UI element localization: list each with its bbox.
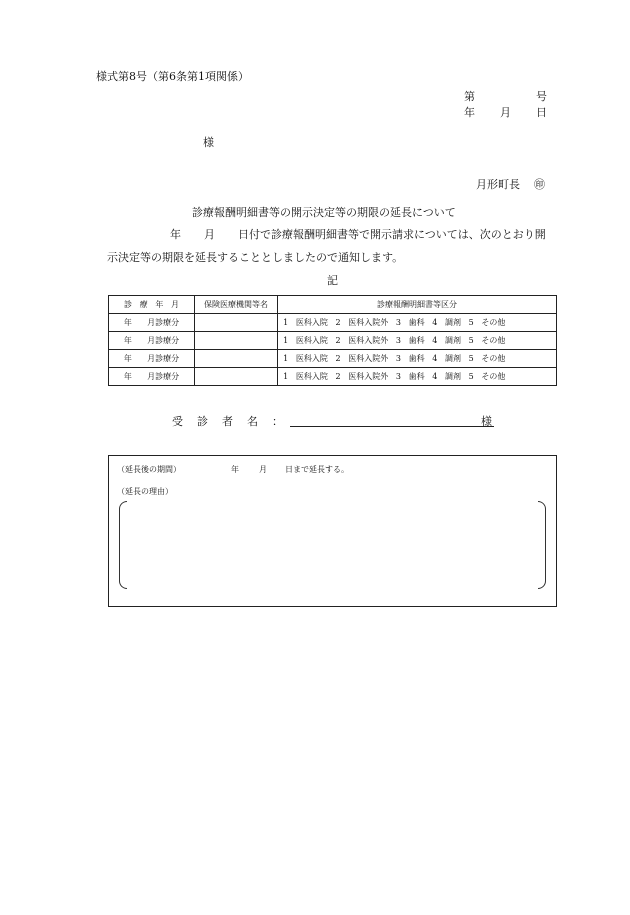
extension-box	[108, 455, 557, 607]
form-number: 様式第8号（第6条第1項関係）	[96, 70, 249, 83]
date-day: 日	[536, 106, 547, 119]
category-cell: 1 医科入院 2 医科入院外 3 歯科 4 調剤 5 その他	[278, 368, 557, 386]
table-header-row	[109, 296, 557, 314]
issuer-seal: ㊞	[534, 178, 545, 191]
document-title: 診療報酬明細書等の開示決定等の期限の延長について	[192, 206, 456, 219]
shinryo-nengetsu-cell: 年 月診療分	[109, 350, 195, 368]
header-category: 診療報酬明細書等区分	[278, 296, 557, 314]
institution-cell[interactable]	[195, 332, 278, 350]
patient-suffix: 様	[481, 415, 492, 428]
institution-cell[interactable]	[195, 368, 278, 386]
extension-year: 年	[231, 465, 239, 474]
body-line-2: 示決定等の期限を延長することとしましたので通知します。	[107, 251, 404, 264]
doc-no-dai: 第	[464, 90, 475, 103]
body-year: 年	[170, 228, 181, 241]
category-cell: 1 医科入院 2 医科入院外 3 歯科 4 調剤 5 その他	[278, 314, 557, 332]
table-row	[109, 368, 557, 386]
extension-reason-label: （延長の理由）	[117, 487, 173, 496]
date-month: 月	[500, 106, 511, 119]
table-row	[109, 350, 557, 368]
bracket-left	[119, 501, 127, 589]
extension-period-label: （延長後の期間）	[117, 465, 181, 474]
extension-tail: 日まで延長する。	[285, 465, 349, 474]
body-month: 月	[204, 228, 215, 241]
patient-name-field[interactable]	[290, 426, 494, 427]
patient-name-label: 受 診 者 名 ：	[172, 415, 283, 428]
bracket-right	[538, 501, 546, 589]
institution-cell[interactable]	[195, 314, 278, 332]
ki-heading: 記	[327, 274, 338, 287]
shinryo-nengetsu-cell: 年 月診療分	[109, 314, 195, 332]
addressee-suffix: 様	[203, 136, 214, 149]
table-row	[109, 332, 557, 350]
extension-reason-field[interactable]	[129, 502, 536, 586]
extension-month: 月	[259, 465, 267, 474]
institution-cell[interactable]	[195, 350, 278, 368]
table-row	[109, 314, 557, 332]
category-cell: 1 医科入院 2 医科入院外 3 歯科 4 調剤 5 その他	[278, 350, 557, 368]
shinryo-nengetsu-cell: 年 月診療分	[109, 332, 195, 350]
date-year: 年	[464, 106, 475, 119]
body-line-1: 日付で診療報酬明細書等で開示請求については、次のとおり開	[238, 228, 546, 241]
header-institution: 保険医療機関等名	[195, 296, 278, 314]
claim-table	[108, 295, 557, 386]
issuer-name: 月形町長	[476, 178, 520, 191]
header-shinryo-nengetsu: 診 療 年 月	[109, 296, 195, 314]
doc-no-go: 号	[536, 90, 547, 103]
shinryo-nengetsu-cell: 年 月診療分	[109, 368, 195, 386]
category-cell: 1 医科入院 2 医科入院外 3 歯科 4 調剤 5 その他	[278, 332, 557, 350]
